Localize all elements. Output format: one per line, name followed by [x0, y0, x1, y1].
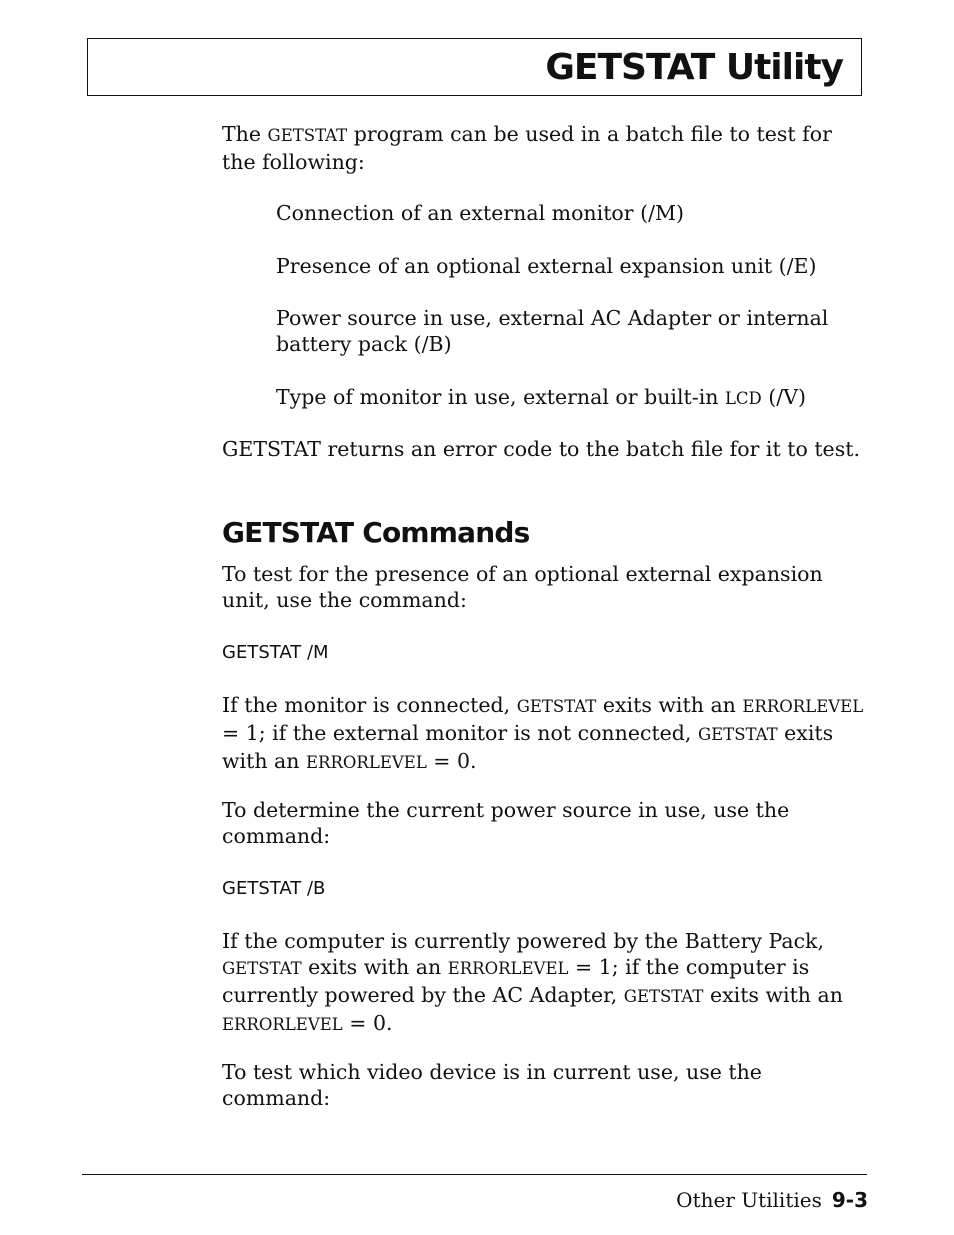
footer-rule: [82, 1174, 867, 1175]
section-heading: GETSTAT Commands: [222, 516, 530, 549]
monitor-result-paragraph: [222, 692, 867, 776]
power-result-paragraph: [222, 928, 867, 1038]
title-box: [87, 38, 862, 96]
page-number: 9-3: [831, 1188, 868, 1212]
power-result-text: exits with an: [301, 955, 448, 979]
footer-section-name: Other Utilities: [676, 1188, 822, 1212]
power-result-text: If the computer is currently powered by the Battery Pack,: [222, 929, 824, 953]
list-item-video-switch: (/V): [761, 385, 807, 409]
page-title: GETSTAT Utility: [545, 47, 843, 88]
command-monitor: GETSTAT /M: [222, 642, 329, 663]
power-source-paragraph: To determine the current power source in use, use the command:: [222, 798, 790, 848]
monitor-result-text: = 1; if the external monitor is not connected,: [222, 721, 698, 745]
program-name: GETSTAT: [697, 725, 778, 744]
monitor-result-text: If the monitor is connected,: [222, 693, 517, 717]
intro-text: The: [222, 122, 268, 146]
monitor-result-text: exits with an: [596, 693, 743, 717]
expansion-test-paragraph: To test for the presence of an optional external expansion unit, use the command:: [222, 562, 823, 612]
video-test-paragraph: To test which video device is in current use, use the command:: [222, 1060, 762, 1110]
power-result-text: exits with an: [703, 983, 843, 1007]
power-result-text: = 0.: [342, 1011, 393, 1035]
errorlevel-label: ERRORLEVEL: [447, 959, 569, 978]
errorlevel-label: ERRORLEVEL: [742, 697, 864, 716]
intro-program-name: GETSTAT: [267, 126, 348, 145]
monitor-result-text: = 0.: [426, 749, 477, 773]
program-name: GETSTAT: [222, 959, 302, 978]
list-item-expansion: Presence of an optional external expansion unit (/E): [276, 254, 817, 278]
list-item-power: Power source in use, external AC Adapter or internal battery pack (/B): [276, 306, 829, 356]
intro-text-cont: program can be used in a batch file to test for the following:: [222, 122, 832, 174]
page-footer: [676, 1186, 868, 1214]
list-item-monitor: Connection of an external monitor (/M): [276, 201, 684, 225]
errorlevel-label: ERRORLEVEL: [222, 1015, 343, 1034]
program-name: GETSTAT: [623, 987, 704, 1006]
lcd-label: LCD: [724, 389, 762, 408]
intro-paragraph: [222, 121, 867, 175]
list-item-video: [276, 384, 861, 412]
power-result-text: = 1; if the computer is currently powered by the AC Adapter,: [222, 955, 810, 1007]
program-name: GETSTAT: [516, 697, 597, 716]
monitor-result-text: exits with an: [222, 721, 834, 773]
list-item-video-text: Type of monitor in use, external or built-in: [276, 385, 725, 409]
errorlevel-label: ERRORLEVEL: [306, 753, 427, 772]
returns-paragraph: GETSTAT returns an error code to the batch file for it to test.: [222, 437, 860, 461]
command-battery: GETSTAT /B: [222, 878, 326, 899]
